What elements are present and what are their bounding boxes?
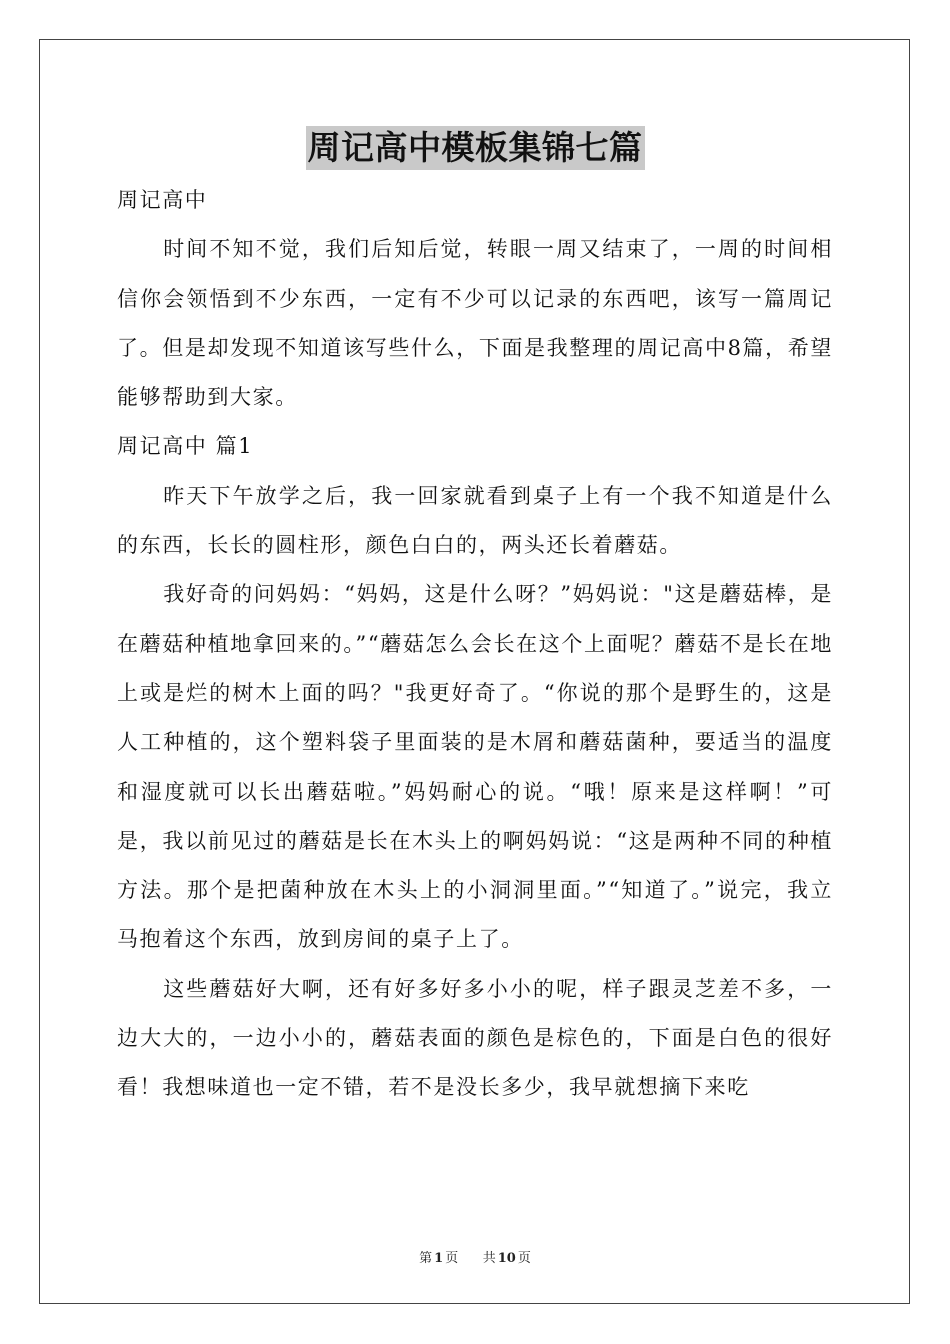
section-heading: 周记高中 (117, 188, 208, 212)
total-pages: 10 (497, 1251, 516, 1266)
page-suffix: 页 (445, 1251, 459, 1266)
body-paragraph: 这些蘑菇好大啊，还有好多好多小小的呢，样子跟灵芝差不多，一边大大的，一边小小的，蘑菇表面的颜色是棕色的，下面是白色的很好看！我想味道也一定不错，若不是没长多少，我早就想摘下来吃 (117, 976, 833, 1100)
total-prefix: 共 (482, 1251, 496, 1266)
page-footer (0, 1247, 950, 1266)
total-suffix: 页 (517, 1251, 531, 1266)
body-paragraph: 昨天下午放学之后，我一回家就看到桌子上有一个我不知道是什么的东西，长长的圆柱形，颜色白白的，两头还长着蘑菇。 (117, 483, 833, 558)
total-pages-indicator (481, 1251, 533, 1266)
document-body (117, 176, 833, 1113)
intro-paragraph: 时间不知不觉，我们后知后觉，转眼一周又结束了，一周的时间相信你会领悟到不少东西，一定有不少可以记录的东西吧，该写一篇周记了。但是却发现不知道该写些什么，下面是我整理的周记高中8篇，希望能够帮助到大家。 (117, 237, 833, 410)
page-number: 1 (434, 1251, 444, 1266)
document-title: 周记高中模板集锦七篇 (306, 126, 645, 170)
page-prefix: 第 (419, 1251, 433, 1266)
page-indicator (417, 1251, 460, 1266)
body-paragraph: 我好奇的问妈妈：“妈妈，这是什么呀？”妈妈说："这是蘑菇棒，是在蘑菇种植地拿回来的。”“蘑菇怎么会长在这个上面呢？蘑菇不是长在地上或是烂的树木上面的吗？"我更好奇了。“你说的那个是野生的，这是人工种植的，这个塑料袋子里面装的是木屑和蘑菇菌种，要适当的温度和湿度就可以长出蘑菇啦。”妈妈耐心的说。“哦！原来是这样啊！”可是，我以前见过的蘑菇是长在木头上的啊妈妈说：“这是两种不同的种植方法。那个是把菌种放在木头上的小洞洞里面。”“知道了。”说完，我立马抱着这个东西，放到房间的桌子上了。 (117, 582, 833, 952)
title-container (0, 126, 950, 170)
section-heading: 周记高中 篇1 (117, 434, 254, 459)
